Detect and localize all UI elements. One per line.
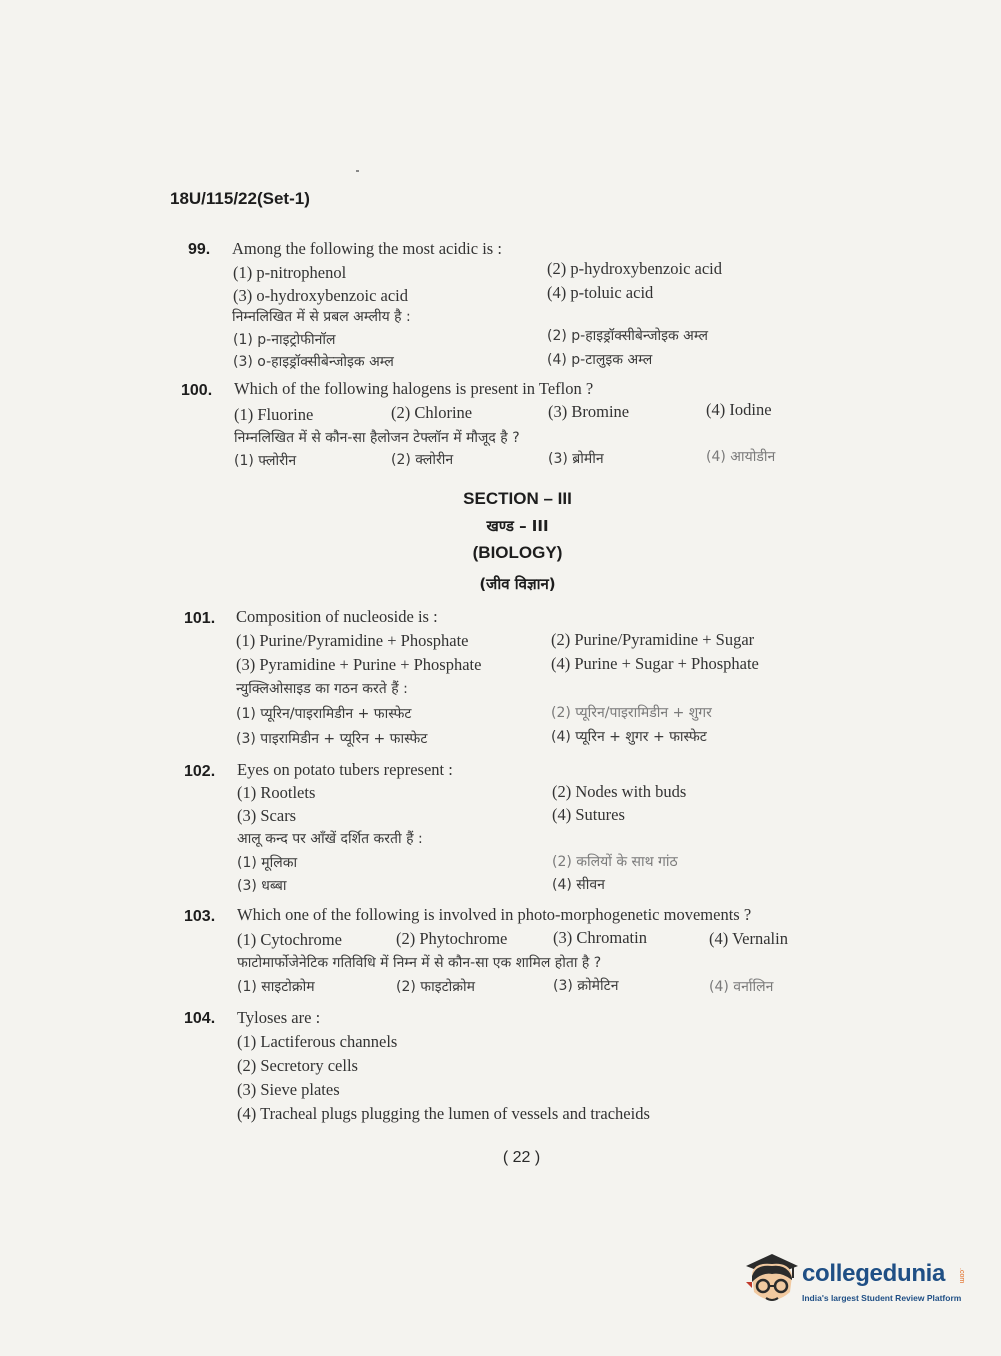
brand-tagline: India's largest Student Review Platform	[802, 1293, 962, 1303]
question-text: Composition of nucleoside is :	[236, 607, 438, 626]
option-2-hindi: (2) फाइटोक्रोम	[396, 979, 476, 995]
option-2: (2) Nodes with buds	[552, 782, 687, 801]
option-4-hindi: (4) सीवन	[552, 877, 605, 893]
option-1: (1) Cytochrome	[237, 930, 342, 949]
option-3: (3) o-hydroxybenzoic acid	[233, 286, 409, 305]
option-4-hindi: (4) वर्नालिन	[709, 979, 774, 995]
option-3-hindi: (3) क्रोमेटिन	[553, 978, 619, 994]
question-number: 103.	[184, 908, 216, 925]
brand-domain: .com	[958, 1268, 965, 1284]
option-4: (4) Sutures	[552, 805, 625, 824]
question-number: 100.	[181, 382, 213, 399]
option-4-hindi: (4) p-टालुइक अम्ल	[547, 352, 653, 368]
option-1-hindi: (1) p-नाइट्रोफीनॉल	[233, 332, 336, 348]
option-1: (1) Fluorine	[234, 405, 314, 424]
brand-name: collegedunia	[802, 1260, 946, 1287]
collegedunia-logo	[742, 1252, 972, 1312]
option-3-hindi: (3) o-हाइड्रॉक्सीबेन्जोइक अम्ल	[233, 354, 394, 370]
option-1-hindi: (1) मूलिका	[237, 855, 298, 871]
subject-title: (BIOLOGY)	[472, 543, 563, 562]
option-2: (2) Secretory cells	[237, 1056, 358, 1075]
option-1: (1) Lactiferous channels	[237, 1032, 398, 1051]
option-4-hindi: (4) आयोडीन	[706, 449, 776, 465]
scan-speck	[356, 170, 359, 172]
option-3-hindi: (3) धब्बा	[237, 878, 287, 894]
option-3: (3) Scars	[237, 806, 297, 825]
option-1: (1) Rootlets	[237, 783, 316, 802]
question-text: Eyes on potato tubers represent :	[237, 760, 453, 779]
option-1-hindi: (1) फ्लोरीन	[234, 453, 297, 469]
question-text: Which of the following halogens is present in Teflon ?	[234, 379, 594, 398]
question-text: Tyloses are :	[237, 1008, 321, 1027]
option-4-hindi: (4) प्यूरिन + शुगर + फास्फेट	[551, 729, 707, 745]
option-2-hindi: (2) p-हाइड्रॉक्सीबेन्जोइक अम्ल	[547, 328, 708, 344]
option-1-hindi: (1) प्यूरिन/पाइरामिडीन + फास्फेट	[236, 706, 412, 722]
question-text-hindi: आलू कन्द पर आँखें दर्शित करती हैं :	[237, 831, 423, 847]
option-3: (3) Bromine	[548, 402, 630, 421]
question-number: 102.	[184, 763, 216, 780]
option-4: (4) Tracheal plugs plugging the lumen of vessels and tracheids	[237, 1104, 650, 1123]
option-1-hindi: (1) साइटोक्रोम	[237, 979, 315, 995]
question-text-hindi: न्युक्लिओसाइड का गठन करते हैं :	[236, 681, 408, 697]
option-3-hindi: (3) ब्रोमीन	[548, 451, 604, 467]
option-3-hindi: (3) पाइरामिडीन + प्यूरिन + फास्फेट	[236, 731, 428, 747]
student-mascot-icon	[742, 1252, 800, 1312]
question-text-hindi: निम्नलिखित में से प्रबल अम्लीय है :	[232, 309, 411, 325]
option-1: (1) Purine/Pyramidine + Phosphate	[236, 631, 469, 650]
option-4: (4) Vernalin	[709, 929, 788, 948]
section-title-hindi: खण्ड – III	[486, 517, 549, 535]
question-text: Which one of the following is involved in photo-morphogenetic movements ?	[237, 905, 752, 924]
option-4: (4) p-toluic acid	[547, 283, 654, 302]
option-2: (2) p-hydroxybenzoic acid	[547, 259, 723, 278]
option-2-hindi: (2) प्यूरिन/पाइरामिडीन + शुगर	[551, 705, 712, 721]
section-title: SECTION – III	[463, 489, 572, 508]
paper-code: 18U/115/22(Set-1)	[170, 189, 310, 208]
subject-title-hindi: (जीव विज्ञान)	[479, 575, 556, 593]
question-number: 101.	[184, 610, 216, 627]
option-3: (3) Pyramidine + Purine + Phosphate	[236, 655, 482, 674]
option-2-hindi: (2) क्लोरीन	[391, 452, 454, 468]
question-number: 99.	[188, 241, 211, 258]
option-2: (2) Purine/Pyramidine + Sugar	[551, 630, 755, 649]
option-2: (2) Chlorine	[391, 403, 473, 422]
question-text-hindi: निम्नलिखित में से कौन-सा हैलोजन टेफ्लॉन में मौजूद है ?	[234, 430, 520, 446]
option-3: (3) Chromatin	[553, 928, 647, 947]
option-1: (1) p-nitrophenol	[233, 263, 347, 282]
page-number: ( 22 )	[502, 1149, 541, 1166]
question-number: 104.	[184, 1010, 216, 1027]
option-2-hindi: (2) कलियों के साथ गांठ	[552, 854, 678, 870]
option-2: (2) Phytochrome	[396, 929, 508, 948]
option-3: (3) Sieve plates	[237, 1080, 340, 1099]
option-4: (4) Iodine	[706, 400, 772, 419]
question-text-hindi: फाटोमार्फोजेनेटिक गतिविधि में निम्न में से कौन-सा एक शामिल होता है ?	[237, 955, 602, 971]
question-text: Among the following the most acidic is :	[232, 239, 502, 258]
option-4: (4) Purine + Sugar + Phosphate	[551, 654, 759, 673]
